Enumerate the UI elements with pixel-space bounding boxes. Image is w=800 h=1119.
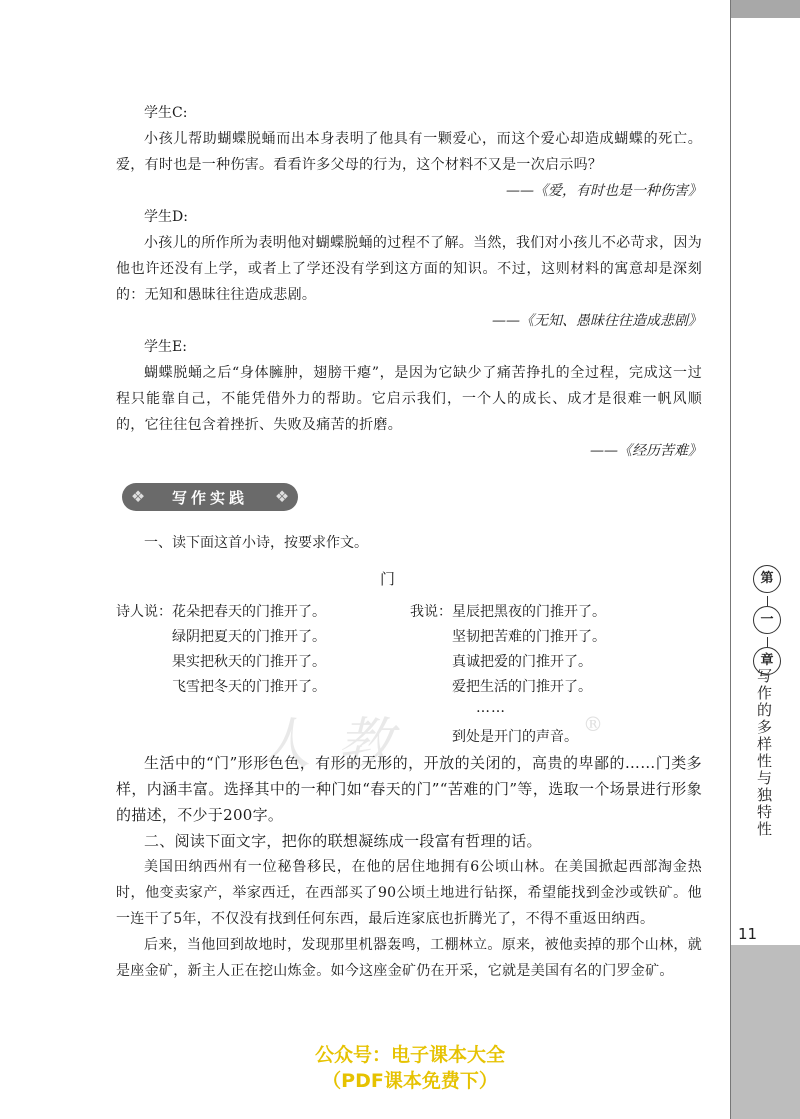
ornament-icon-right: ❖ <box>274 487 290 506</box>
banner-title: 写作实践 <box>171 488 248 507</box>
page-number: 11 <box>738 925 758 943</box>
poem-title: 门 <box>380 570 396 588</box>
question-two-paragraph-1: 美国田纳西州有一位秘鲁移民，在他的居住地拥有6公顷山林。在美国掀起西部淘金热时，他变卖家产，举家西迁，在西部买了90公顷土地进行钻探，希望能找到金沙或铁矿。他一连干了5年，不仅没有找到任何东西，最后连家底也折腾光了，不得不重返田纳西。 <box>116 859 702 927</box>
student-e-label: 学生E: <box>144 339 187 355</box>
student-c-label: 学生C: <box>144 105 188 121</box>
chapter-marker <box>738 565 796 678</box>
margin-top-tab <box>731 0 800 18</box>
poem-line: 真诚把爱的门推开了。 <box>452 654 592 670</box>
student-e-source: ——《经历苦难》 <box>590 443 702 459</box>
student-c-source: ——《爱，有时也是一种伤害》 <box>506 183 702 199</box>
student-d-text: 小孩儿的所作所为表明他对蝴蝶脱蛹的过程不了解。当然，我们对小孩儿不必苛求，因为他也许还没有上学，或者上了学还没有学到这方面的知识。不过，这则材料的寓意却是深刻的：无知和愚昧往往造成悲剧。 <box>116 235 702 303</box>
question-one-task: 生活中的“门”形形色色，有形的无形的，开放的关闭的，高贵的卑鄙的……门类多样，内涵丰富。选择其中的一种门如“春天的门”“苦难的门”等，选取一个场景进行形象的描述，不少于200字。 <box>116 754 702 824</box>
publisher-watermark: 人教 <box>255 712 419 777</box>
student-e-text: 蝴蝶脱蛹之后“身体臃肿，翅膀干瘪”，是因为它缺少了痛苦挣扎的全过程，完成这一过程只能靠自己，不能凭借外力的帮助。它启示我们，一个人的成长、成才是很难一帆风顺的，它往往包含着挫折、失败及痛苦的折磨。 <box>116 365 702 433</box>
footer-line-2: （PDF课本免费下） <box>322 1070 498 1092</box>
poem-ellipsis: …… <box>476 700 506 716</box>
poem-line: 飞雪把冬天的门推开了。 <box>172 679 326 695</box>
poem-right-speaker: 我说： <box>410 604 452 620</box>
question-two-paragraph-2: 后来，当他回到故地时，发现那里机器轰鸣，工棚林立。原来，被他卖掉的那个山林，就是座金矿，新主人正在挖山炼金。如今这座金矿仍在开采，它就是美国有名的门罗金矿。 <box>116 937 702 979</box>
student-c-text: 小孩儿帮助蝴蝶脱蛹而出本身表明了他具有一颗爱心，而这个爱心却造成蝴蝶的死亡。爱，有时也是一种伤害。看看许多父母的行为，这个材料不又是一次启示吗？ <box>116 131 702 173</box>
section-banner <box>122 483 298 511</box>
poem-ending-line: 到处是开门的声音。 <box>452 729 578 745</box>
student-responses <box>116 100 702 464</box>
poem-line: 坚韧把苦难的门推开了。 <box>452 629 606 645</box>
question-one <box>116 530 702 556</box>
chapter-circle-bottom: 章 <box>753 647 781 675</box>
poem-right-column <box>410 600 606 700</box>
ornament-icon-left: ❖ <box>130 487 146 506</box>
footer-watermark <box>290 1042 530 1094</box>
poem-left-speaker: 诗人说： <box>116 604 172 620</box>
poem-line: 花朵把春天的门推开了。 <box>172 604 326 620</box>
section-title-vertical: 写作的多样性与独特性 <box>755 668 773 838</box>
poem-line: 果实把秋天的门推开了。 <box>172 654 326 670</box>
poem-left-column <box>116 600 326 700</box>
question-two-instruction: 二、阅读下面文字，把你的联想凝练成一段富有哲理的话。 <box>144 832 542 850</box>
student-d-label: 学生D: <box>144 209 188 225</box>
poem-line: 星辰把黑夜的门推开了。 <box>452 604 606 620</box>
question-one-instruction: 一、读下面这首小诗，按要求作文。 <box>144 535 368 551</box>
margin-bottom-tab <box>731 945 800 1119</box>
chapter-circle-top: 第 <box>753 565 781 593</box>
chapter-circle-number: 一 <box>753 606 781 634</box>
registered-mark-icon: ® <box>583 712 603 736</box>
footer-line-1: 公众号：电子课本大全 <box>314 1044 505 1066</box>
poem-line: 爱把生活的门推开了。 <box>452 679 592 695</box>
task-and-question-two <box>116 750 702 984</box>
poem-line: 绿阴把夏天的门推开了。 <box>172 629 326 645</box>
student-d-source: ——《无知、愚昧往往造成悲剧》 <box>492 313 702 329</box>
